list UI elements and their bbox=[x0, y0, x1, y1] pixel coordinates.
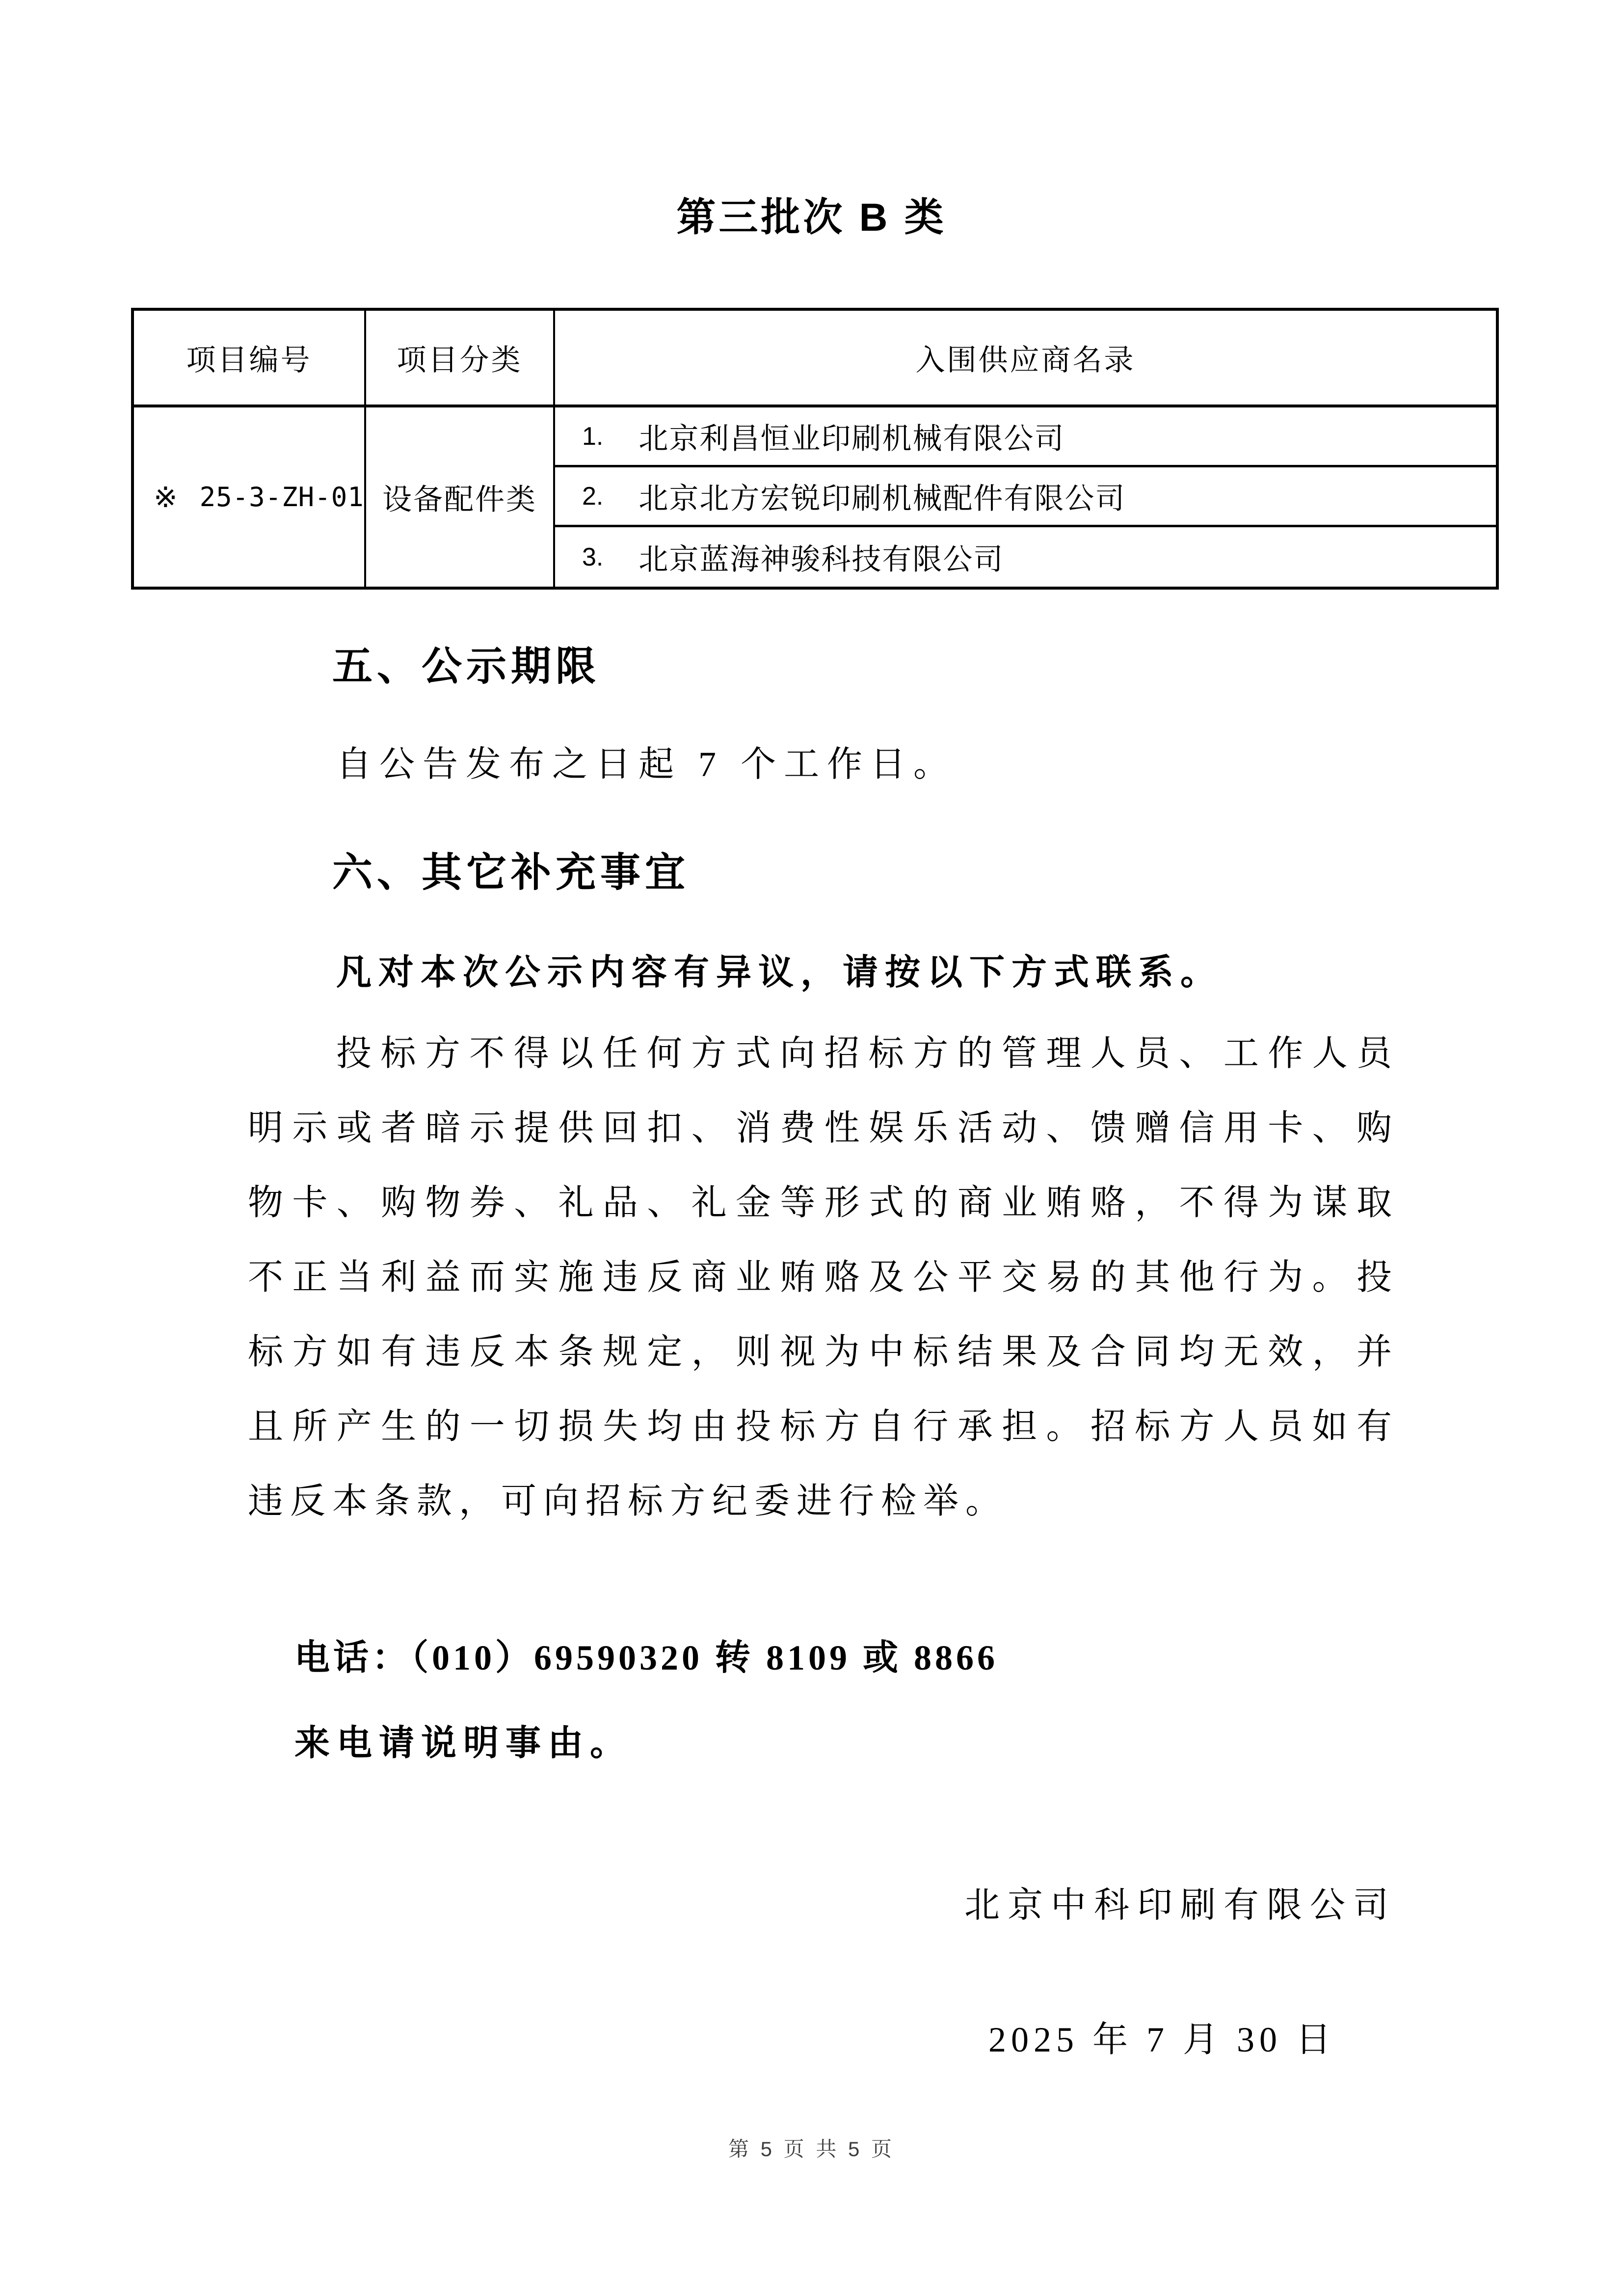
project-category-cell: 设备配件类 bbox=[366, 407, 555, 587]
paragraph-line: 不正当利益而实施违反商业贿赂及公平交易的其他行为。投 bbox=[248, 1258, 1399, 1297]
paragraph-line: 物卡、购物券、礼品、礼金等形式的商业贿赂，不得为谋取 bbox=[248, 1183, 1399, 1222]
project-number-cell bbox=[134, 407, 366, 587]
anti-bribery-paragraph bbox=[248, 1016, 1399, 1539]
table-row-supplier-3 bbox=[555, 527, 1496, 587]
contact-phone: 电话：（010）69590320 转 8109 或 8866 bbox=[294, 1638, 999, 1677]
table-header-project-number: 项目编号 bbox=[134, 311, 366, 407]
section-five-heading: 五、公示期限 bbox=[332, 644, 601, 689]
supplier-name: 北京利昌恒业印刷机械有限公司 bbox=[639, 422, 1065, 455]
contact-phone-note: 来电请说明事由。 bbox=[294, 1724, 633, 1763]
signature-company: 北京中科印刷有限公司 bbox=[964, 1886, 1396, 1925]
table-header-project-category: 项目分类 bbox=[366, 311, 555, 407]
project-number: 25-3-ZH-01 bbox=[199, 482, 364, 513]
signature-date: 2025 年 7 月 30 日 bbox=[988, 2020, 1336, 2059]
supplier-name: 北京蓝海神骏科技有限公司 bbox=[639, 542, 1004, 576]
objection-notice: 凡对本次公示内容有异议，请按以下方式联系。 bbox=[336, 953, 1223, 992]
supplier-index: 3. bbox=[582, 542, 604, 571]
table-header-suppliers: 入围供应商名录 bbox=[555, 311, 1496, 407]
supplier-table bbox=[131, 308, 1499, 590]
paragraph-line: 投标方不得以任何方式向招标方的管理人员、工作人员 bbox=[336, 1034, 1399, 1073]
page-number-footer: 第 5 页 共 5 页 bbox=[728, 2137, 895, 2161]
supplier-index: 2. bbox=[582, 482, 604, 511]
section-six-heading: 六、其它补充事宜 bbox=[332, 850, 690, 895]
paragraph-line: 违反本条款，可向招标方纪委进行检举。 bbox=[248, 1482, 1008, 1521]
paragraph-line: 标方如有违反本条规定，则视为中标结果及合同均无效，并 bbox=[248, 1332, 1399, 1372]
table-row-supplier-2 bbox=[555, 467, 1496, 527]
paragraph-line: 明示或者暗示提供回扣、消费性娱乐活动、馈赠信用卡、购 bbox=[248, 1108, 1399, 1148]
paragraph-line: 且所产生的一切损失均由投标方自行承担。招标方人员如有 bbox=[248, 1407, 1399, 1446]
supplier-index: 1. bbox=[582, 422, 604, 451]
reference-mark: ※ bbox=[154, 481, 178, 513]
supplier-name: 北京北方宏锐印刷机械配件有限公司 bbox=[639, 482, 1126, 515]
page-title: 第三批次 B 类 bbox=[676, 195, 947, 239]
table-row-supplier-1 bbox=[555, 407, 1496, 467]
section-five-body: 自公告发布之日起 7 个工作日。 bbox=[336, 745, 957, 784]
